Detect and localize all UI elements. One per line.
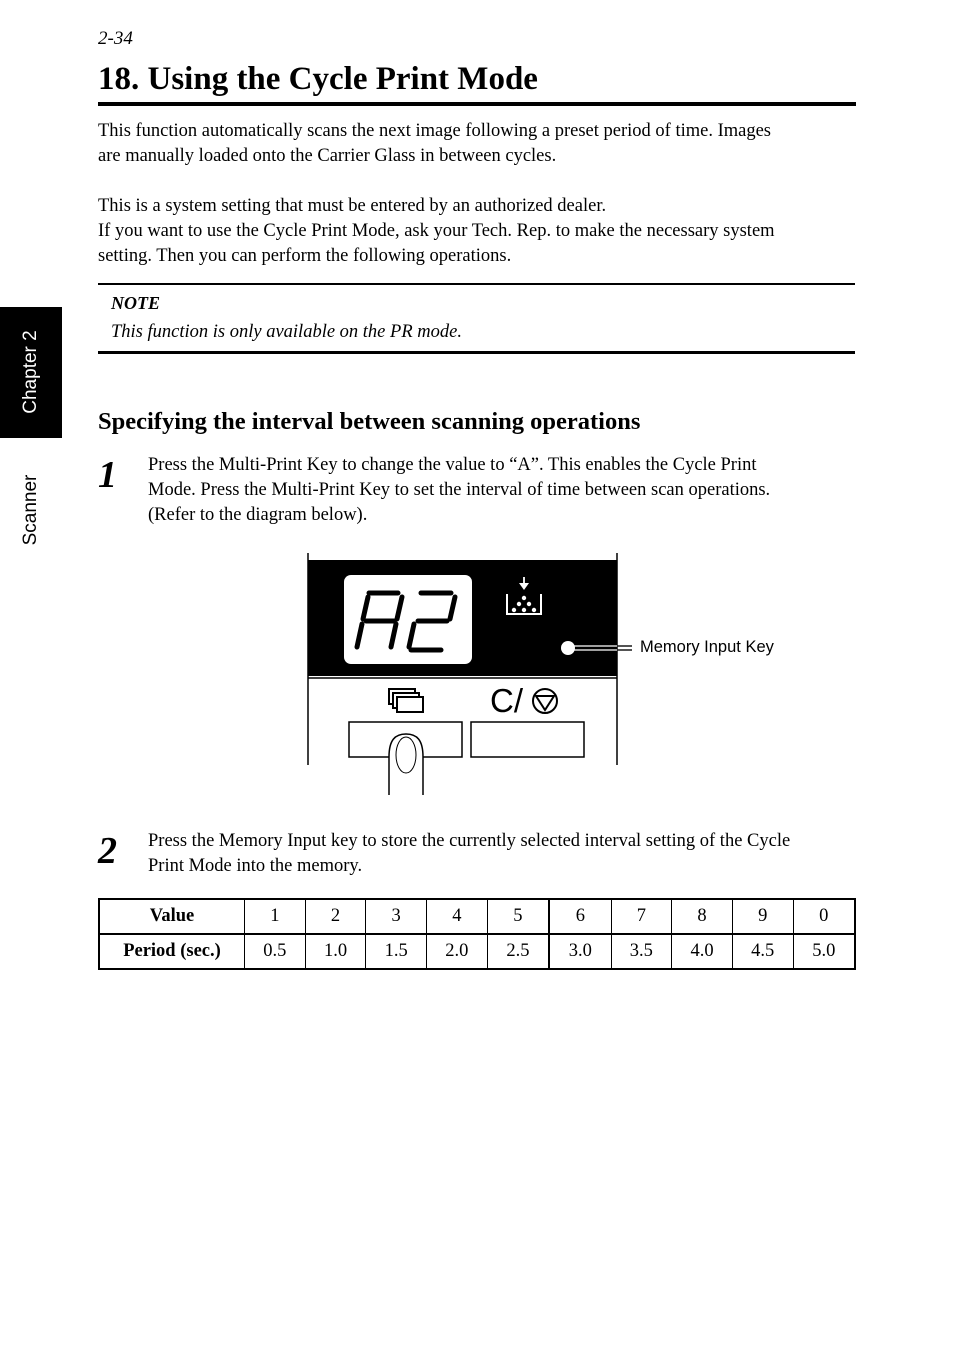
note-title: NOTE: [111, 293, 160, 313]
memory-input-key-label: Memory Input Key: [640, 638, 774, 656]
chapter-tab-label: Chapter 2: [20, 330, 41, 414]
table-cell: 2: [305, 899, 366, 934]
table-cell: 5: [487, 899, 549, 934]
intro-line: This function automatically scans the next image following a preset period of time. Images: [98, 121, 772, 141]
section-heading: Specifying the interval between scanning operations: [98, 408, 641, 435]
multi-print-icon: [389, 689, 423, 712]
table-header-period: Period (sec.): [99, 934, 245, 969]
clear-stop-key[interactable]: [471, 722, 584, 757]
note-text: This function is only available on the PR mode.: [111, 322, 462, 342]
step-line: Print Mode into the memory.: [148, 856, 363, 876]
table-cell: 1.5: [366, 934, 427, 969]
table-row-period: [99, 934, 855, 969]
step-number: 2: [98, 830, 117, 872]
table-cell: 1.0: [305, 934, 366, 969]
table-row-value: [99, 899, 855, 934]
table-cell: 4.5: [732, 934, 793, 969]
interval-table: [98, 898, 856, 970]
table-cell: 4.0: [672, 934, 733, 969]
step-line: (Refer to the diagram below).: [148, 505, 368, 525]
step-number: 1: [98, 454, 117, 496]
clear-key-label: C/: [490, 682, 523, 719]
table-cell: 2.5: [487, 934, 549, 969]
table-cell: 7: [611, 899, 672, 934]
intro-line: are manually loaded onto the Carrier Glass in between cycles.: [98, 146, 557, 166]
table-cell: 9: [732, 899, 793, 934]
table-cell: 0.5: [245, 934, 306, 969]
table-cell: 4: [427, 899, 488, 934]
section-tab-label: Scanner: [20, 474, 41, 546]
intro-line: setting. Then you can perform the following operations.: [98, 246, 512, 266]
table-cell: 5.0: [793, 934, 855, 969]
table-cell: 0: [793, 899, 855, 934]
finger-illustration: [389, 734, 423, 795]
step-line: Mode. Press the Multi-Print Key to set the interval of time between scan operations.: [148, 480, 771, 500]
table-cell: 8: [672, 899, 733, 934]
table-cell: 2.0: [427, 934, 488, 969]
step-text: [148, 829, 856, 879]
intro-line: This is a system setting that must be entered by an authorized dealer.: [98, 196, 607, 216]
page-number: 2-34: [98, 28, 133, 49]
table-cell: 6: [549, 899, 611, 934]
page-title: 18. Using the Cycle Print Mode: [98, 58, 856, 106]
step-line: Press the Memory Input key to store the currently selected interval setting of the Cycle: [148, 831, 791, 851]
table-cell: 3: [366, 899, 427, 934]
table-cell: 1: [245, 899, 306, 934]
table-cell: 3.0: [549, 934, 611, 969]
memory-input-key[interactable]: [561, 641, 575, 655]
table-header-value: Value: [99, 899, 245, 934]
step-line: Press the Multi-Print Key to change the value to “A”. This enables the Cycle Print: [148, 455, 757, 475]
intro-line: If you want to use the Cycle Print Mode, ask your Tech. Rep. to make the necessary system: [98, 221, 775, 241]
table-cell: 3.5: [611, 934, 672, 969]
clear-stop-icon: [533, 689, 557, 713]
